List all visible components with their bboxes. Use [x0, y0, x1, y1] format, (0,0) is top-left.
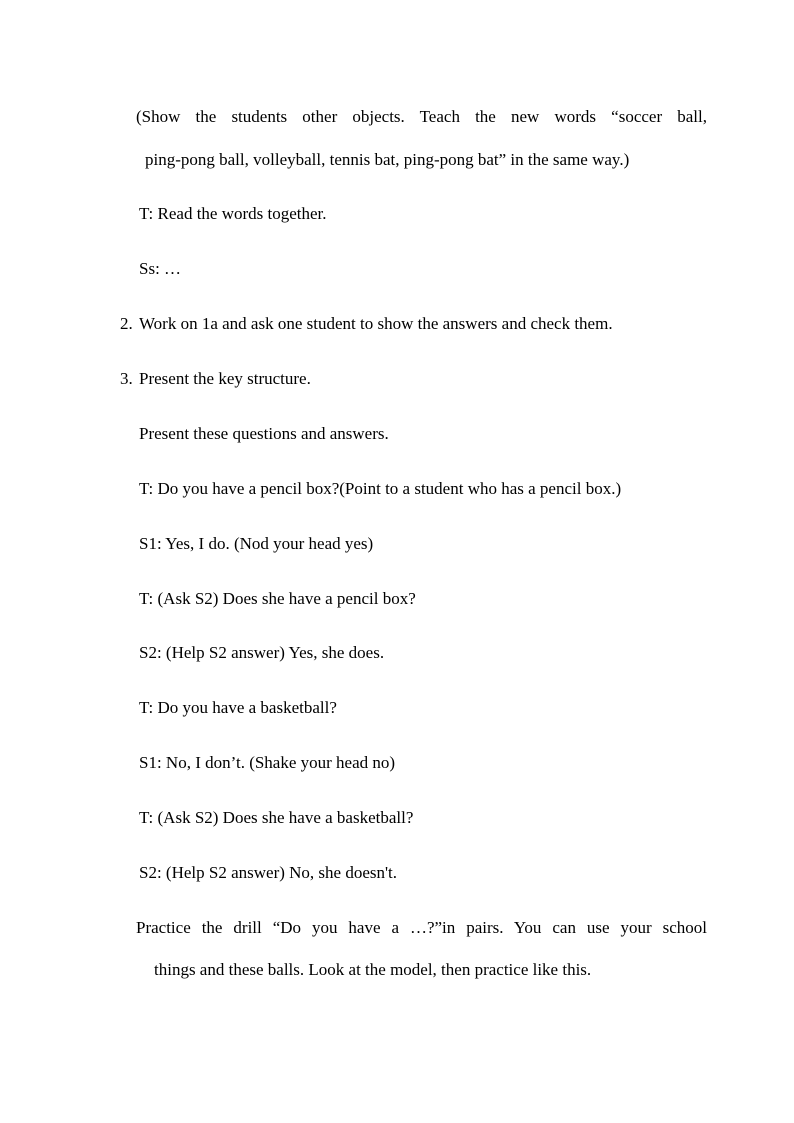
list-number-3: 3.: [120, 369, 133, 388]
list-item-2: [120, 314, 613, 334]
dialogue-line-5: T: Do you have a basketball?: [139, 698, 337, 717]
practice-paragraph-line-1: Practice the drill “Do you have a …?”in pairs. You can use your school: [136, 918, 707, 937]
dialogue-line-6: S1: No, I don’t. (Shake your head no): [139, 753, 396, 772]
paragraph-show-objects-line-1: (Show the students other objects. Teach the new words “soccer ball,: [136, 107, 707, 126]
present-questions: Present these questions and answers.: [139, 424, 389, 443]
dialogue-line-4: S2: (Help S2 answer) Yes, she does.: [139, 643, 385, 662]
list-item-3-text: Present the key structure.: [139, 369, 311, 388]
dialogue-line-2: S1: Yes, I do. (Nod your head yes): [139, 534, 374, 553]
list-item-2-text: Work on 1a and ask one student to show the answers and check them.: [139, 314, 613, 333]
dialogue-line-1: T: Do you have a pencil box?(Point to a student who has a pencil box.): [139, 479, 622, 498]
list-number-2: 2.: [120, 314, 133, 333]
teacher-read-words: T: Read the words together.: [139, 204, 327, 223]
dialogue-line-3: T: (Ask S2) Does she have a pencil box?: [139, 589, 416, 608]
list-item-3: [120, 369, 311, 389]
practice-paragraph-line-2: things and these balls. Look at the model, then practice like this.: [154, 960, 592, 979]
dialogue-line-7: T: (Ask S2) Does she have a basketball?: [139, 808, 414, 827]
dialogue-line-8: S2: (Help S2 answer) No, she doesn't.: [139, 863, 398, 882]
paragraph-show-objects-line-2: ping-pong ball, volleyball, tennis bat, ping-pong bat” in the same way.): [145, 150, 630, 169]
students-response: Ss: …: [139, 259, 182, 278]
